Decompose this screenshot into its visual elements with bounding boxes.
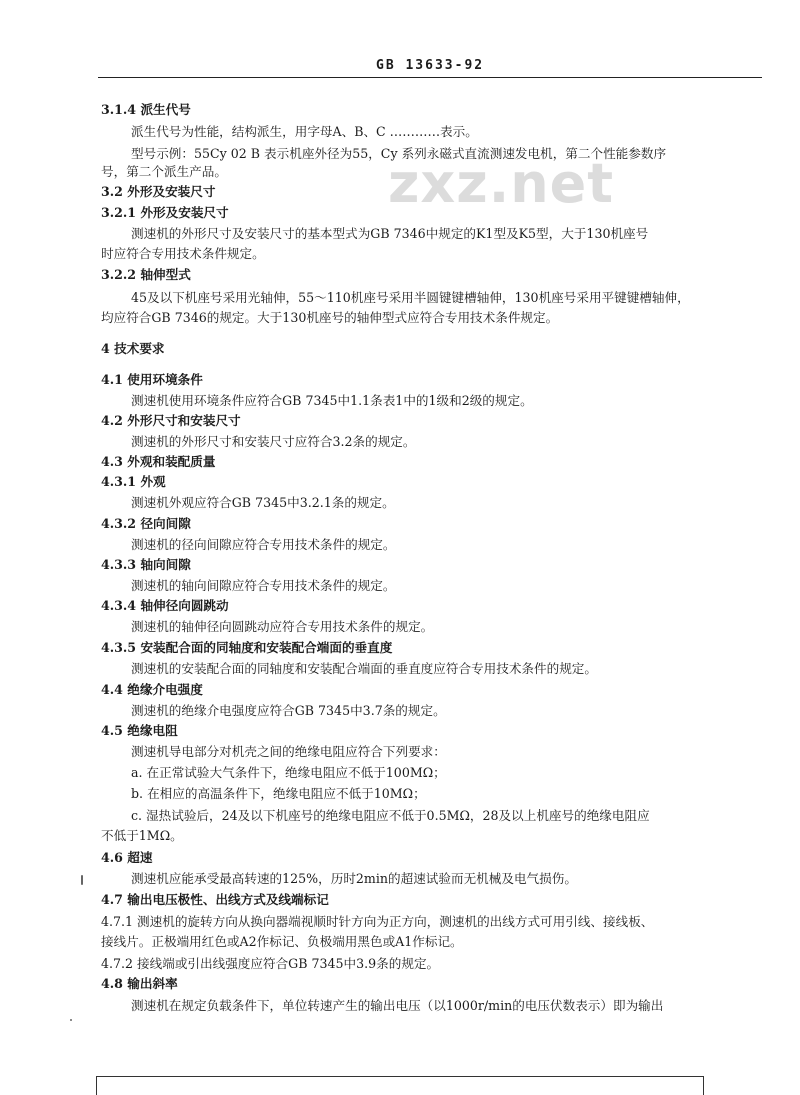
- paragraph-line: 45及以下机座号采用光轴伸，55～110机座号采用半圆键键槽轴伸，130机座号采用平键键槽轴伸，: [131, 290, 690, 305]
- heading-4-3-4: 4.3.4 轴伸径向圆跳动: [101, 598, 229, 613]
- heading-4-6: 4.6 超速: [101, 850, 153, 865]
- list-item-c: c. 湿热试验后，24及以下机座号的绝缘电阻应不低于0.5MΩ，28及以上机座号的绝缘电阻应: [131, 808, 650, 823]
- paragraph-line: 测速机应能承受最高转速的125%，历时2min的超速试验而无机械及电气损伤。: [131, 871, 577, 886]
- paragraph-line: 测速机导电部分对机壳之间的绝缘电阻应符合下列要求：: [131, 744, 446, 759]
- heading-4-3-3: 4.3.3 轴向间隙: [101, 557, 191, 572]
- heading-4: 4 技术要求: [101, 341, 165, 356]
- heading-3-2: 3.2 外形及安装尺寸: [101, 184, 216, 199]
- heading-4-8: 4.8 输出斜率: [101, 976, 178, 991]
- heading-4-4: 4.4 绝缘介电强度: [101, 682, 203, 697]
- paragraph-line: 4.7.2 接线端或引出线强度应符合GB 7345中3.9条的规定。: [101, 956, 440, 971]
- paragraph-line: 测速机在规定负载条件下，单位转速产生的输出电压（以1000r/min的电压伏数表示）即为输出: [131, 998, 664, 1013]
- heading-4-7: 4.7 输出电压极性、出线方式及线端标记: [101, 892, 329, 907]
- paragraph-line: 测速机的绝缘介电强度应符合GB 7345中3.7条的规定。: [131, 703, 446, 718]
- scan-speck: [81, 875, 83, 885]
- paragraph-line: 测速机外观应符合GB 7345中3.2.1条的规定。: [131, 495, 395, 510]
- heading-4-5: 4.5 绝缘电阻: [101, 723, 178, 738]
- paragraph-line: 型号示例：55Cy 02 B 表示机座外径为55，Cy 系列永磁式直流测速发电机，第二个性能参数序: [131, 146, 667, 161]
- paragraph-line: 测速机的轴向间隙应符合专用技术条件的规定。: [131, 578, 396, 593]
- heading-4-2: 4.2 外形尺寸和安装尺寸: [101, 413, 241, 428]
- page-header-standard-number: GB 13633-92: [376, 58, 485, 73]
- paragraph-line: 测速机的径向间隙应符合专用技术条件的规定。: [131, 537, 396, 552]
- paragraph-line: 4.7.1 测速机的旋转方向从换向器端视顺时针方向为正方向，测速机的出线方式可用引线、接线板、: [101, 914, 654, 929]
- paragraph-line: 时应符合专用技术条件规定。: [101, 246, 265, 261]
- paragraph-line: 接线片。正极端用红色或A2作标记、负极端用黑色或A1作标记。: [101, 934, 463, 949]
- paragraph-line: 测速机的轴伸径向圆跳动应符合专用技术条件的规定。: [131, 619, 434, 634]
- footer-frame: [96, 1076, 704, 1095]
- watermark: zxz.net: [388, 152, 615, 215]
- heading-3-1-4: 3.1.4 派生代号: [101, 102, 191, 117]
- heading-3-2-1: 3.2.1 外形及安装尺寸: [101, 205, 229, 220]
- list-item-a: a. 在正常试验大气条件下，绝缘电阻应不低于100MΩ；: [131, 765, 446, 780]
- paragraph-line: 不低于1MΩ。: [101, 828, 183, 843]
- paragraph-line: 测速机的外形尺寸和安装尺寸应符合3.2条的规定。: [131, 434, 416, 449]
- header-rule: [98, 77, 762, 78]
- paragraph-line: 均应符合GB 7346的规定。大于130机座号的轴伸型式应符合专用技术条件规定。: [101, 310, 559, 325]
- paragraph-line: 测速机的安装配合面的同轴度和安装配合端面的垂直度应符合专用技术条件的规定。: [131, 661, 597, 676]
- heading-4-3-1: 4.3.1 外观: [101, 474, 166, 489]
- paragraph-line: 派生代号为性能，结构派生，用字母A、B、C …………表示。: [131, 124, 478, 139]
- scan-speck: [70, 1019, 72, 1021]
- heading-4-3-2: 4.3.2 径向间隙: [101, 516, 191, 531]
- heading-4-3-5: 4.3.5 安装配合面的同轴度和安装配合端面的垂直度: [101, 640, 393, 655]
- paragraph-line: 测速机使用环境条件应符合GB 7345中1.1条表1中的1级和2级的规定。: [131, 393, 533, 408]
- list-item-b: b. 在相应的高温条件下，绝缘电阻应不低于10MΩ；: [131, 786, 426, 801]
- heading-4-1: 4.1 使用环境条件: [101, 372, 203, 387]
- paragraph-line: 测速机的外形尺寸及安装尺寸的基本型式为GB 7346中规定的K1型及K5型，大于130机座号: [131, 226, 649, 241]
- paragraph-line: 号，第二个派生产品。: [101, 164, 227, 179]
- heading-4-3: 4.3 外观和装配质量: [101, 454, 216, 469]
- heading-3-2-2: 3.2.2 轴伸型式: [101, 267, 191, 282]
